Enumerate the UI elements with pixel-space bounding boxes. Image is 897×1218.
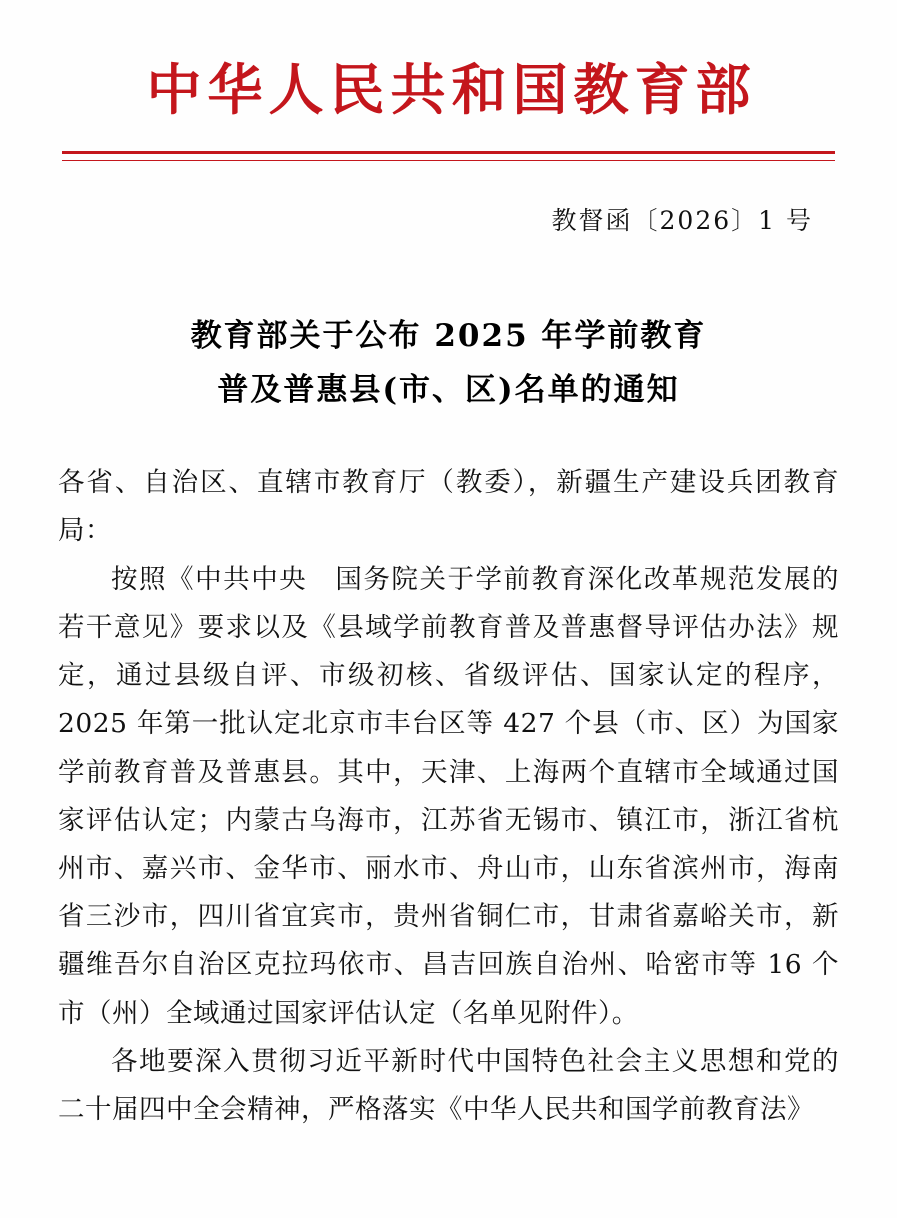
document-body <box>58 459 839 1134</box>
masthead-rule-thin <box>62 160 835 161</box>
issuer-title: 中华人民共和国教育部 <box>146 57 757 122</box>
body-paragraph-2: 各地要深入贯彻习近平新时代中国特色社会主义思想和党的二十届四中全会精神，严格落实《中华人民共和国学前教育法》 <box>58 1045 839 1126</box>
masthead <box>58 0 839 161</box>
document-title-line-1: 教育部关于公布 2025 年学前教育 <box>190 317 707 354</box>
document-title <box>58 309 839 418</box>
document-number-row <box>58 201 839 237</box>
document-title-line-2: 普及普惠县(市、区)名单的通知 <box>217 372 680 408</box>
document-number: 教督函〔2026〕1 号 <box>551 205 813 235</box>
body-addressee: 各省、自治区、直辖市教育厅（教委），新疆生产建设兵团教育局： <box>58 467 839 547</box>
body-paragraph-1: 按照《中共中央 国务院关于学前教育深化改革规范发展的若干意见》要求以及《县域学前教育普及普惠督导评估办法》规定，通过县级自评、市级初核、省级评估、国家认定的程序，2025 年第一批认定北京市丰台区等 427 个县（市、区）为国家学前教育普及普惠县。其中，天津、上海两个直辖市全域通过国家评估认定；内蒙古乌海市，江苏省无锡市、镇江市，浙江省杭州市、嘉兴市、金华市、丽水市、舟山市，山东省滨州市，海南省三沙市，四川省宜宾市，贵州省铜仁市，甘肃省嘉峪关市，新疆维吾尔自治区克拉玛依市、昌吉回族自治州、哈密市等 16 个市（州）全域通过国家评估认定（名单见附件）。 <box>58 563 839 1029</box>
masthead-rule-thick <box>62 151 835 154</box>
masthead-rules <box>58 151 839 161</box>
